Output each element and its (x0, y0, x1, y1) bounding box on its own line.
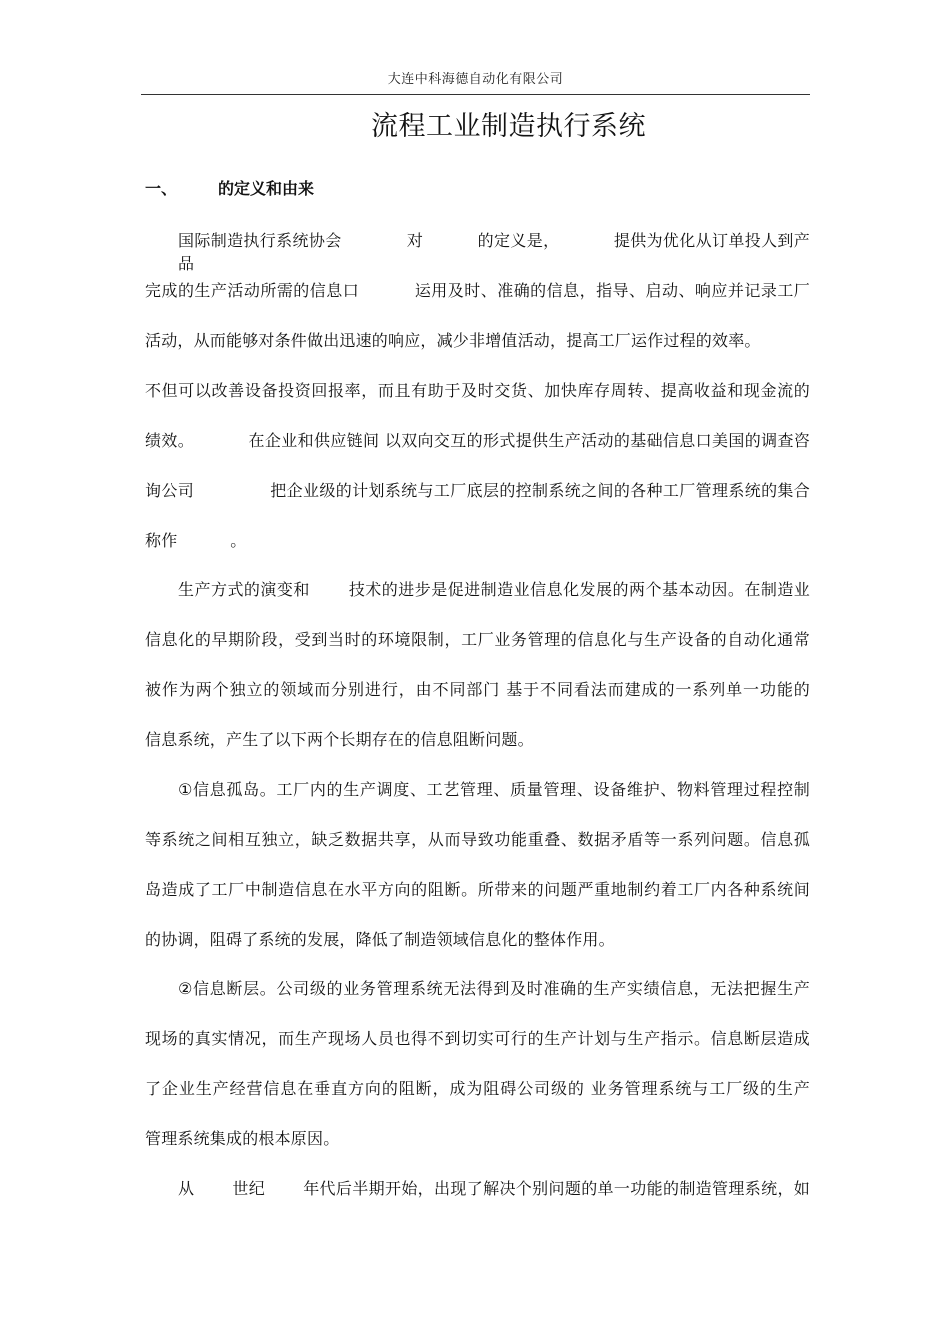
body-line: 从 世纪 年代后半期开始，出现了解决个别问题的单一功能的制造管理系统，如 (178, 1179, 810, 1198)
body-line: ②信息断层。公司级的业务管理系统无法得到及时准确的生产实绩信息，无法把握生产 (178, 979, 810, 998)
body-line: 管理系统集成的根本原因。 (145, 1129, 340, 1148)
body-line: 称作 。 (145, 531, 247, 550)
body-line: 岛造成了工厂中制造信息在水平方向的阻断。所带来的问题严重地制约着工厂内各种系统间 (145, 880, 810, 899)
body-line: 了企业生产经营信息在垂直方向的阻断，成为阻碍公司级的 业务管理系统与工厂级的生产 (145, 1079, 810, 1098)
body-line: 现场的真实情况，而生产现场人员也得不到切实可行的生产计划与生产指示。信息断层造成 (145, 1029, 810, 1048)
body-line: 等系统之间相互独立，缺乏数据共享，从而导致功能重叠、数据矛盾等一系列问题。信息孤 (145, 830, 810, 849)
document-title: 流程工业制造执行系统 (371, 111, 646, 142)
body-line: 活动，从而能够对条件做出迅速的响应，减少非增值活动，提高工厂运作过程的效率。 (145, 331, 761, 350)
section-heading-text: 的定义和由来 (218, 179, 315, 198)
body-line: 生产方式的演变和 技术的进步是促进制造业信息化发展的两个基本动因。在制造业 (178, 580, 810, 599)
header-divider (141, 94, 810, 95)
section-heading (145, 176, 314, 199)
body-line: 的协调，阻碍了系统的发展，降低了制造领域信息化的整体作用。 (145, 930, 615, 949)
body-line: ①信息孤岛。工厂内的生产调度、工艺管理、质量管理、设备维护、物料管理过程控制 (178, 780, 810, 799)
body-line: 国际制造执行系统协会 对 的定义是， 提供为优化从订单投人到产品 (178, 231, 810, 273)
body-line: 询公司 把企业级的计划系统与工厂底层的控制系统之间的各种工厂管理系统的集合 (145, 481, 810, 500)
page-header: 大连中科海德自动化有限公司 (387, 72, 564, 87)
body-line: 绩效。 在企业和供应链间 以双向交互的形式提供生产活动的基础信息口美国的调查咨 (145, 431, 810, 450)
body-line: 被作为两个独立的领域而分别进行，由不同部门 基于不同看法而建成的一系列单一功能的 (145, 680, 810, 699)
body-line: 信息系统，产生了以下两个长期存在的信息阻断问题。 (145, 730, 534, 749)
section-number: 一、 (145, 179, 178, 198)
body-line: 不但可以改善设备投资回报率，而且有助于及时交货、加快库存周转、提高收益和现金流的 (145, 381, 810, 400)
body-line: 完成的生产活动所需的信息口 运用及时、准确的信息，指导、启动、响应并记录工厂 (145, 281, 810, 300)
body-line: 信息化的早期阶段，受到当时的环境限制，工厂业务管理的信息化与生产设备的自动化通常 (145, 630, 810, 649)
